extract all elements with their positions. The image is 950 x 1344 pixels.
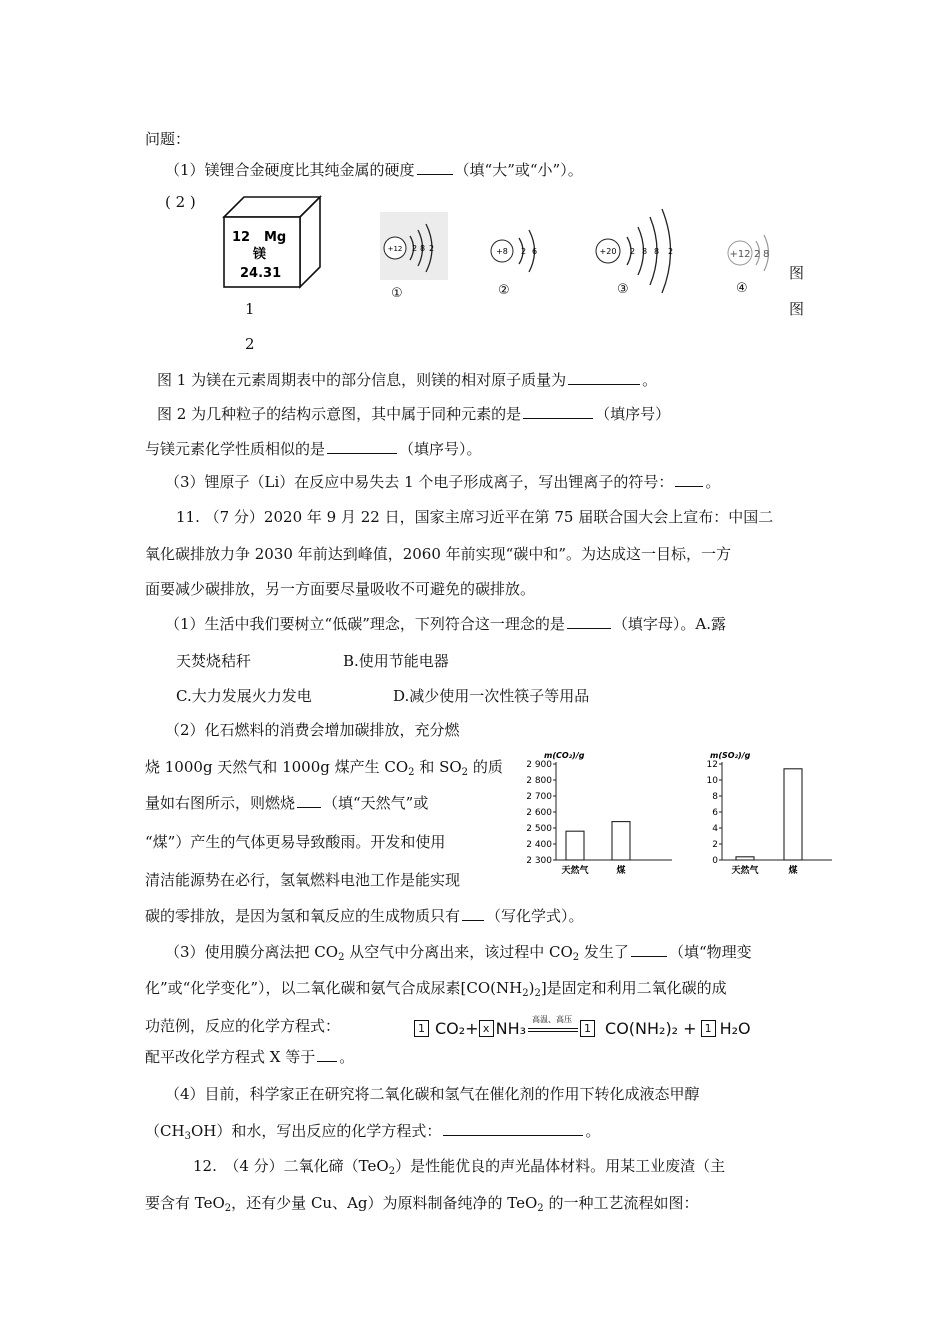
- y-tick-label: 2 600: [526, 808, 552, 818]
- y-tick-label: 2 400: [526, 840, 552, 850]
- question-header: 12. （4 分）二氧化碲（TeO$_2$）是性能优良的声光晶体材料。用某工业废渣（主: [193, 1157, 726, 1177]
- svg-text:+20: +20: [599, 247, 617, 256]
- y-tick-label: 0: [712, 856, 718, 866]
- y-tick-label: 2 300: [526, 856, 552, 866]
- question-line: 量如右图所示，则燃烧 （填“天然气”或: [145, 794, 429, 812]
- y-tick-label: 6: [712, 808, 718, 818]
- x-tick-label: 天然气: [561, 866, 589, 876]
- x-tick-label: 煤: [788, 866, 798, 876]
- text-line: 化”或“化学变化”），以二氧化碳和氨气合成尿素$[CO(NH_2)_2]$是固定和利用二氧化碳的成: [145, 979, 727, 999]
- text-line: 面要减少碳排放，另一方面要尽量吸收不可避免的碳排放。: [145, 580, 536, 598]
- text-line: “煤”）产生的气体更易导致酸雨。开发和使用: [145, 833, 446, 851]
- y-tick-label: 2 900: [526, 760, 552, 770]
- x-tick-label: 煤: [616, 866, 626, 876]
- answer-blank[interactable]: [327, 452, 397, 454]
- coefficient-box[interactable]: 1: [701, 1020, 716, 1037]
- question-line: 图 1 为镁在元素周期表中的部分信息，则镁的相对原子质量为 。: [157, 371, 658, 389]
- answer-blank[interactable]: [567, 627, 611, 629]
- particle-label: ①: [391, 286, 403, 301]
- text-line: 要含有 TeO$_2$，还有少量 Cu、Ag）为原料制备纯净的 TeO$_2$ 的一种工艺流程如图：: [145, 1194, 699, 1214]
- svg-text:8: 8: [420, 244, 426, 253]
- answer-blank[interactable]: [297, 806, 321, 808]
- figure-label: 图: [789, 264, 805, 282]
- svg-text:2: 2: [429, 244, 435, 253]
- svg-text:2: 2: [630, 247, 636, 256]
- question-line: （3）锂原子（Li）在反应中易失去 1 个电子形成离子，写出锂离子的符号： 。: [165, 473, 721, 491]
- y-axis-label: m(CO₂)/g: [544, 751, 585, 760]
- y-tick-label: 2 500: [526, 824, 552, 834]
- bar: [612, 822, 630, 860]
- particle-diagram-3: [590, 205, 685, 300]
- particle-label: ④: [736, 281, 748, 296]
- option-b: B.使用节能电器: [343, 652, 449, 670]
- question-line: 配平改化学方程式 X 等于 。: [145, 1048, 355, 1066]
- option-c: C.大力发展火力发电: [176, 687, 312, 705]
- particle-label: ②: [498, 283, 510, 298]
- answer-blank[interactable]: [523, 417, 593, 419]
- question-header: 11. （7 分）2020 年 9 月 22 日，国家主席习近平在第 75 届联合国大会上宣布：中国二: [176, 508, 774, 526]
- y-tick-label: 10: [706, 776, 718, 786]
- answer-blank[interactable]: [417, 173, 453, 175]
- answer-blank[interactable]: [443, 1134, 583, 1136]
- question-line: （1）镁锂合金硬度比其纯金属的硬度 （填“大”或“小”）。: [165, 161, 583, 179]
- figure-number: 1: [245, 300, 255, 318]
- svg-text:+12: +12: [387, 245, 403, 253]
- element-name: 镁: [253, 247, 267, 262]
- particle-diagram-4: [720, 225, 780, 285]
- y-tick-label: 4: [712, 824, 718, 834]
- svg-text:2: 2: [668, 247, 674, 256]
- coefficient-box[interactable]: 1: [580, 1020, 595, 1037]
- particle-diagram-2: [484, 218, 554, 288]
- particle-diagram-1: [380, 208, 450, 288]
- bar: [784, 769, 802, 860]
- element-symbol: Mg: [264, 230, 287, 245]
- text-line: 烧 1000g 天然气和 1000g 煤产生 $CO_2$ 和 $SO_2$ 的质: [145, 758, 503, 778]
- question-line: 图 2 为几种粒子的结构示意图，其中属于同种元素的是 （填序号）: [157, 405, 671, 423]
- text-line: 问题：: [145, 130, 191, 148]
- co2-bar-chart: [512, 748, 677, 878]
- svg-text:2: 2: [754, 249, 761, 260]
- svg-text:8: 8: [763, 249, 770, 260]
- bar: [566, 831, 584, 860]
- svg-text:2: 2: [412, 244, 418, 253]
- text-line: 功范例，反应的化学方程式：: [145, 1017, 341, 1035]
- text-line: 清洁能源势在必行，氢氧燃料电池工作是能实现: [145, 871, 461, 889]
- chemical-equation: 1 CO₂+ x NH₃ 高温、高压 1 CO(NH₂)₂ + 1 H₂O: [414, 1018, 751, 1038]
- text-line: （4）目前，科学家正在研究将二氧化碳和氢气在催化剂的作用下转化成液态甲醇: [165, 1085, 700, 1103]
- answer-blank[interactable]: [462, 919, 484, 921]
- y-tick-label: 2 800: [526, 776, 552, 786]
- atomic-number: 12: [232, 230, 251, 245]
- y-tick-label: 8: [712, 792, 718, 802]
- y-tick-label: 12: [706, 760, 718, 770]
- question-line: （3）使用膜分离法把 $CO_2$ 从空气中分离出来，该过程中 $CO_2$ 发生了 （填“物理变: [165, 943, 752, 963]
- svg-text:+8: +8: [496, 247, 508, 256]
- option-d: D.减少使用一次性筷子等用品: [393, 687, 590, 705]
- answer-blank[interactable]: [631, 955, 667, 957]
- question-line: （1）生活中我们要树立“低碳”理念，下列符合这一理念的是 （填字母）。A.露: [165, 615, 726, 633]
- question-line: 碳的零排放，是因为氢和氧反应的生成物质只有 （写化学式）。: [145, 907, 584, 925]
- text-line: 氧化碳排放力争 2030 年前达到峰值，2060 年前实现“碳中和”。为达成这一目标，一方: [145, 545, 731, 563]
- y-tick-label: 2: [712, 840, 718, 850]
- so2-bar-chart: [706, 748, 836, 878]
- option-a: 天焚烧秸秆: [176, 652, 252, 670]
- figure-label: 图: [789, 300, 805, 318]
- svg-text:6: 6: [532, 247, 538, 256]
- text-line: （2）化石燃料的消费会增加碳排放，充分燃: [165, 721, 460, 739]
- figure-number: 2: [245, 335, 255, 353]
- periodic-table-cell: [222, 195, 324, 291]
- answer-blank[interactable]: [317, 1060, 337, 1062]
- svg-text:2: 2: [521, 247, 527, 256]
- svg-text:8: 8: [654, 247, 660, 256]
- y-tick-label: 2 700: [526, 792, 552, 802]
- particle-label: ③: [617, 282, 629, 297]
- coefficient-box[interactable]: 1: [414, 1020, 429, 1037]
- svg-text:8: 8: [642, 247, 648, 256]
- svg-text:+12: +12: [729, 249, 751, 260]
- x-tick-label: 天然气: [731, 866, 759, 876]
- answer-blank[interactable]: [568, 383, 640, 385]
- reaction-condition: 高温、高压: [528, 1018, 578, 1038]
- question-line: $(CH_3OH)$和水，写出反应的化学方程式： 。: [145, 1122, 601, 1142]
- question-line: 与镁元素化学性质相似的是 （填序号）。: [145, 440, 482, 458]
- coefficient-box[interactable]: x: [479, 1020, 494, 1037]
- y-axis-label: m(SO₂)/g: [710, 751, 751, 760]
- answer-blank[interactable]: [675, 485, 703, 487]
- bar: [736, 857, 754, 860]
- question-label: ( 2 ): [165, 193, 196, 211]
- atomic-mass: 24.31: [240, 266, 282, 281]
